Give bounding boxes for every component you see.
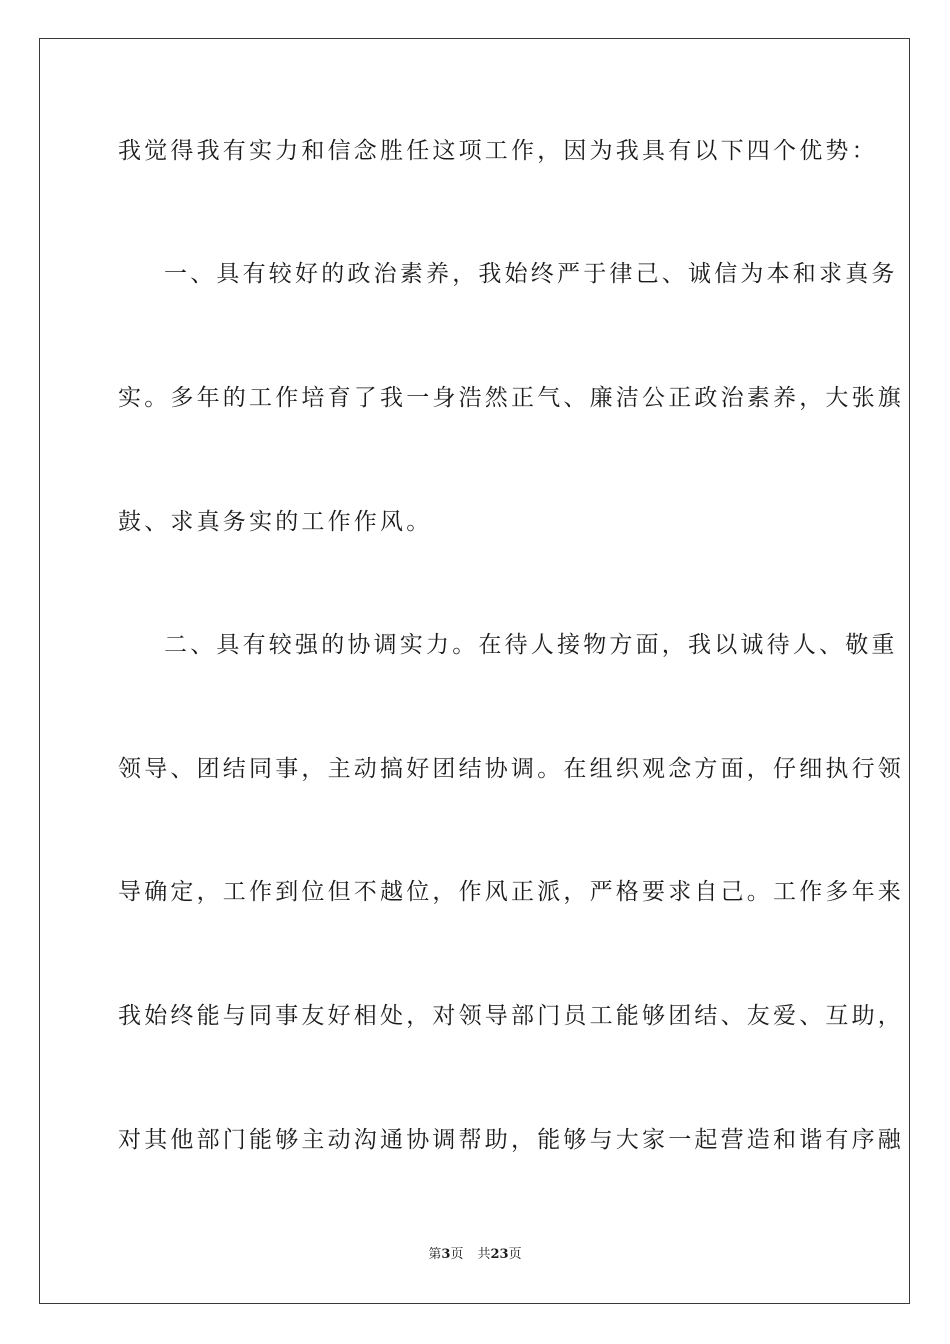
page-footer <box>0 1246 950 1264</box>
page-number: 3 <box>441 1247 451 1262</box>
text-line-2: 一、具有较好的政治素养，我始终严于律己、诚信为本和求真务 <box>164 261 898 287</box>
text-line-4: 鼓、求真务实的工作作风。 <box>118 509 433 535</box>
text-line-6: 领导、团结同事，主动搞好团结协调。在组织观念方面，仔细执行领 <box>118 756 904 782</box>
page-prefix: 第 <box>428 1247 442 1262</box>
text-line-5: 二、具有较强的协调实力。在待人接物方面，我以诚待人、敬重 <box>164 632 898 658</box>
page-border <box>39 38 910 1304</box>
total-prefix: 共 <box>477 1247 491 1262</box>
text-line-1: 我觉得我有实力和信念胜任这项工作，因为我具有以下四个优势： <box>118 138 878 164</box>
text-line-8: 我始终能与同事友好相处，对领导部门员工能够团结、友爱、互助， <box>118 1003 904 1029</box>
text-line-7: 导确定，工作到位但不越位，作风正派，严格要求自己。工作多年来 <box>118 879 904 905</box>
text-line-9: 对其他部门能够主动沟通协调帮助，能够与大家一起营造和谐有序融 <box>118 1127 904 1153</box>
page-suffix: 页 <box>450 1247 464 1262</box>
total-pages: 23 <box>490 1247 509 1262</box>
total-suffix: 页 <box>508 1247 522 1262</box>
text-line-3: 实。多年的工作培育了我一身浩然正气、廉洁公正政治素养，大张旗 <box>118 385 904 411</box>
